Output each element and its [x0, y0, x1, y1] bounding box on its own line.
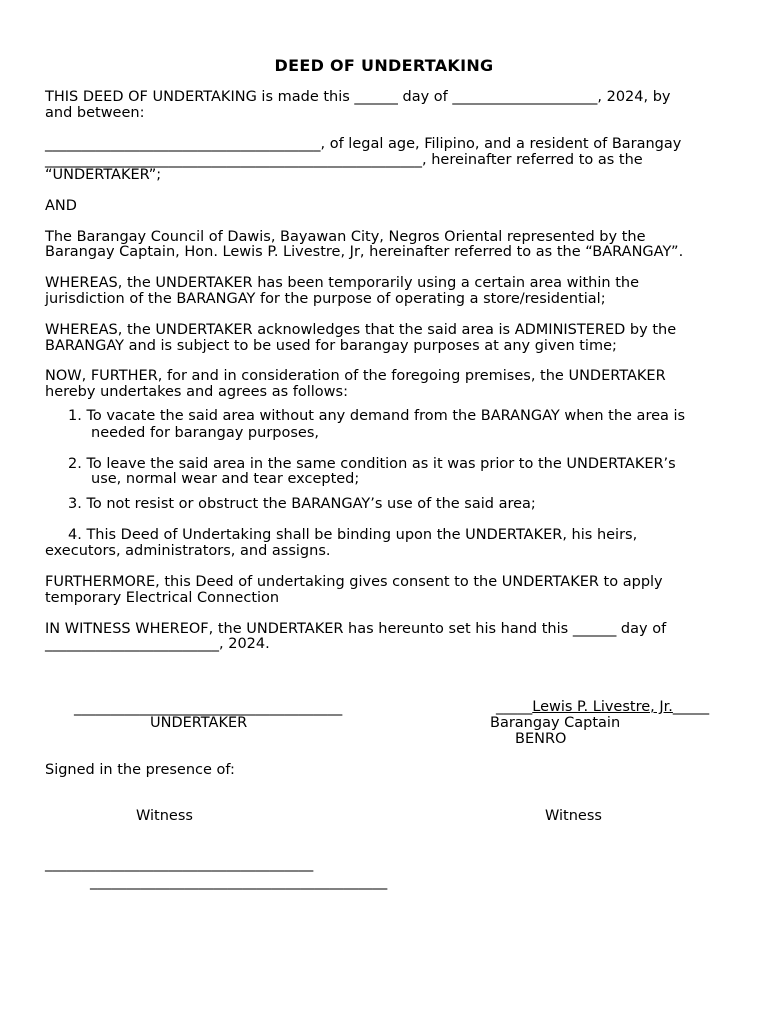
captain-name: Lewis P. Livestre, Jr. — [532, 699, 673, 715]
whereas-2-line-1: WHEREAS, the UNDERTAKER acknowledges that the said area is ADMINISTERED by the — [45, 322, 677, 338]
item-2-line-2: use, normal wear and tear excepted; — [91, 471, 360, 487]
party-line-1: ______________________________________, of legal age, Filipino, and a resident of Barangay — [45, 136, 682, 152]
presence-text: Signed in the presence of: — [45, 762, 235, 778]
furthermore-line-1: FURTHERMORE, this Deed of undertaking gives consent to the UNDERTAKER to apply — [45, 574, 663, 590]
item-2-line-1: 2. To leave the said area in the same condition as it was prior to the UNDERTAKER’s — [68, 456, 676, 472]
barangay-line-2: Barangay Captain, Hon. Lewis P. Livestre, Jr, hereinafter referred to as the “BARANGAY”. — [45, 244, 684, 260]
and-text: AND — [45, 198, 77, 214]
item-1-line-2: needed for barangay purposes, — [91, 425, 319, 441]
witness-left-label: Witness — [136, 808, 193, 824]
undertaker-label: UNDERTAKER — [150, 715, 248, 731]
witness-right-label: Witness — [545, 808, 602, 824]
item-1-line-1: 1. To vacate the said area without any demand from the BARANGAY when the area is — [68, 408, 686, 424]
now-further-line-1: NOW, FURTHER, for and in consideration of the foregoing premises, the UNDERTAKER — [45, 368, 666, 384]
party-line-2: ____________________________________________________, hereinafter referred to as the — [45, 152, 643, 168]
intro-line-2: and between: — [45, 105, 145, 121]
item-3-line-1: 3. To not resist or obstruct the BARANGAY’s use of the said area; — [68, 496, 536, 512]
captain-title: Barangay Captain — [490, 715, 621, 731]
item-4-line-2: executors, administrators, and assigns. — [45, 543, 331, 559]
benro-label: BENRO — [515, 731, 567, 747]
intro-line-1: THIS DEED OF UNDERTAKING is made this ______ day of ____________________, 2024, by — [45, 89, 671, 105]
furthermore-line-2: temporary Electrical Connection — [45, 590, 280, 606]
whereas-2-line-2: BARANGAY and is subject to be used for barangay purposes at any given time; — [45, 338, 617, 354]
witness-whereof-line-2: ________________________, 2024. — [45, 636, 270, 652]
now-further-line-2: hereby undertakes and agrees as follows: — [45, 384, 348, 400]
whereas-1-line-1: WHEREAS, the UNDERTAKER has been temporarily using a certain area within the — [45, 275, 639, 291]
whereas-1-line-2: jurisdiction of the BARANGAY for the purpose of operating a store/residential; — [45, 291, 606, 307]
undertaker-signature-line: _____________________________________ — [74, 700, 343, 716]
witness-signature-line-2: _________________________________________ — [90, 874, 388, 890]
barangay-line-1: The Barangay Council of Dawis, Bayawan City, Negros Oriental represented by the — [45, 229, 646, 245]
party-line-3: “UNDERTAKER”; — [45, 167, 162, 183]
witness-signature-line-1: _____________________________________ — [45, 856, 314, 872]
captain-line-suffix: _____ — [672, 699, 710, 715]
captain-signature-line — [496, 699, 709, 715]
document-title: DEED OF UNDERTAKING — [274, 56, 494, 75]
item-4-line-1: 4. This Deed of Undertaking shall be binding upon the UNDERTAKER, his heirs, — [68, 527, 638, 543]
witness-whereof-line-1: IN WITNESS WHEREOF, the UNDERTAKER has hereunto set his hand this ______ day of — [45, 621, 667, 637]
captain-line-prefix: _____ — [496, 699, 533, 715]
